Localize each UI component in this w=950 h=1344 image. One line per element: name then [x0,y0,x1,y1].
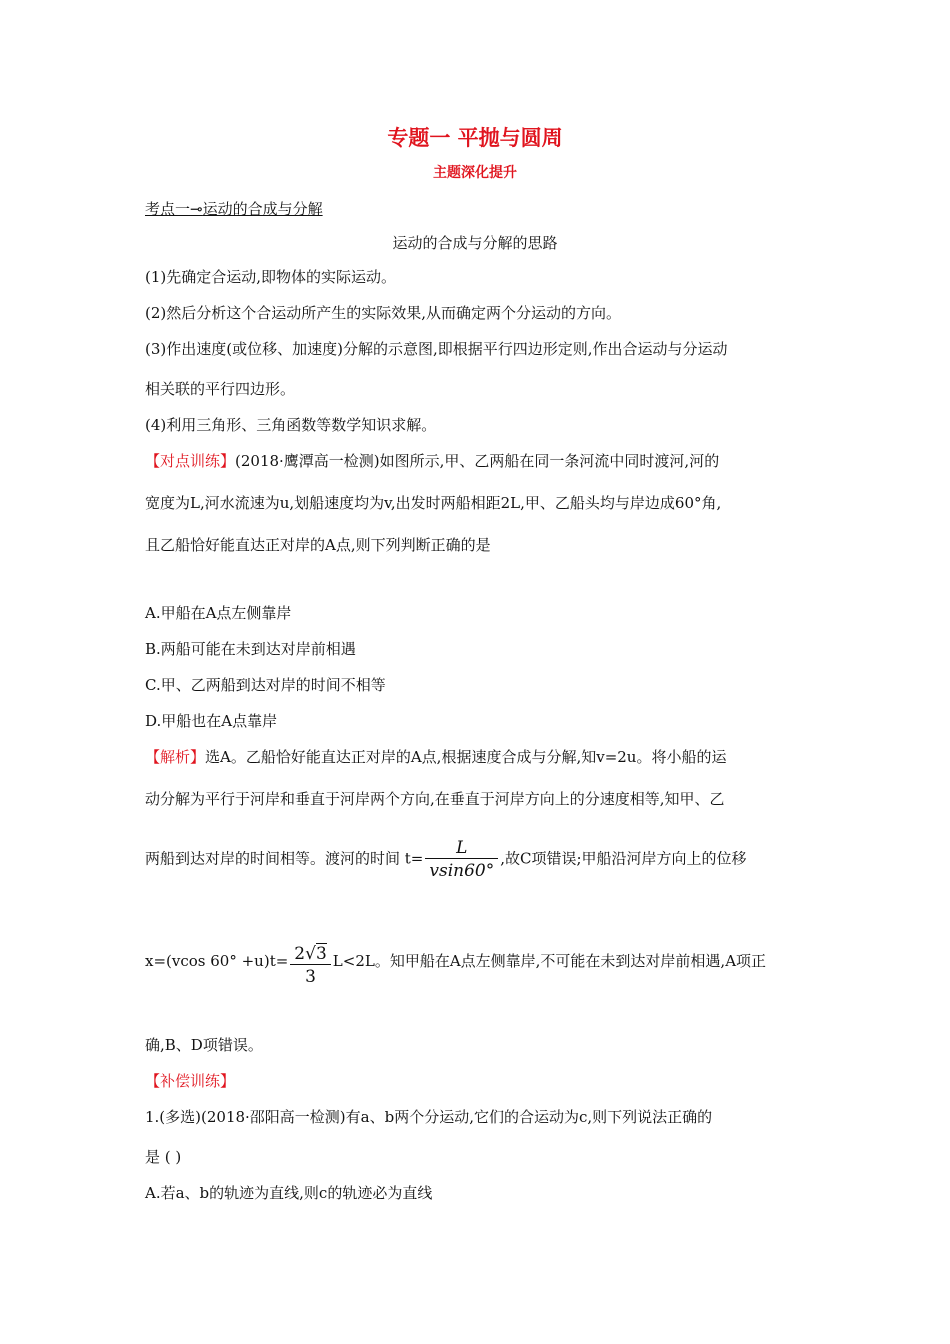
displacement-fraction [290,944,331,987]
analysis-text-3b: ,故C项错误;甲船沿河岸方向上的位移 [500,849,747,868]
method-title: 运动的合成与分解的思路 [392,234,558,252]
analysis-line-1 [145,746,726,767]
training-line-2: 宽度为L,河水流速为u,划船速度均为v,出发时两船相距2L,甲、乙船头均与岸边成60°角, [145,494,722,512]
supplement-tag: 【补偿训练】 [145,1072,236,1090]
analysis-line-2: 动分解为平行于河岸和垂直于河岸两个方向,在垂直于河岸方向上的分速度相等,知甲、乙 [145,790,725,808]
analysis-line-5: 确,B、D项错误。 [145,1036,263,1054]
option-d: D.甲船也在A点靠岸 [145,712,278,730]
step-2: (2)然后分析这个合运动所产生的实际效果,从而确定两个分运动的方向。 [145,304,622,322]
analysis-text-1: 选A。乙船恰好能直达正对岸的A点,根据速度合成与分解,知v=2u。将小船的运 [205,748,727,766]
analysis-line-4 [145,944,767,987]
option-a: A.甲船在A点左侧靠岸 [145,604,292,622]
analysis-text-4b: L<2L。知甲船在A点左侧靠岸,不可能在未到达对岸前相遇,A项正 [332,952,767,970]
sqrt-icon: √ [305,944,316,964]
option-c: C.甲、乙两船到达对岸的时间不相等 [145,676,386,694]
page-subtitle: 主题深化提升 [433,165,517,181]
training-text-1: (2018·鹰潭高一检测)如图所示,甲、乙两船在同一条河流中同时渡河,河的 [235,452,720,470]
displacement-fraction-denominator: 3 [290,964,331,987]
training-line-3: 且乙船恰好能直达正对岸的A点,则下列判断正确的是 [145,536,491,554]
question-1-line-2: 是 ( ) [145,1148,182,1166]
option-b: B.两船可能在未到达对岸前相遇 [145,640,356,658]
step-1: (1)先确定合运动,即物体的实际运动。 [145,268,397,286]
step-3-cont: 相关联的平行四边形。 [145,380,296,398]
time-fraction [425,838,498,881]
analysis-text-4a: x=(vcos 60° +u)t= [145,952,289,970]
section-number: 考点一 [145,200,191,218]
analysis-line-3 [145,838,747,881]
training-line-1 [145,450,719,471]
analysis-tag: 【解析】 [145,748,206,766]
question-1-option-a: A.若a、b的轨迹为直线,则c的轨迹必为直线 [145,1184,433,1202]
time-fraction-numerator: L [456,838,468,858]
training-tag: 【对点训练】 [145,452,236,470]
page-title: 专题一 平抛与圆周 [387,126,563,150]
time-fraction-denominator: vsin60° [425,858,498,881]
question-1-line-1: 1.(多选)(2018·邵阳高一检测)有a、b两个分运动,它们的合运动为c,则下列说法正确的 [145,1108,713,1126]
section-separator-icon: ⊸ [190,200,203,218]
section-heading [145,198,323,219]
step-4: (4)利用三角形、三角函数等数学知识求解。 [145,416,437,434]
displacement-fraction-numerator: 2√3 [294,944,327,964]
analysis-text-3a: 两船到达对岸的时间相等。渡河的时间 t= [145,849,424,868]
section-name: 运动的合成与分解 [202,200,323,218]
step-3: (3)作出速度(或位移、加速度)分解的示意图,即根据平行四边形定则,作出合运动与分运动 [145,340,728,358]
